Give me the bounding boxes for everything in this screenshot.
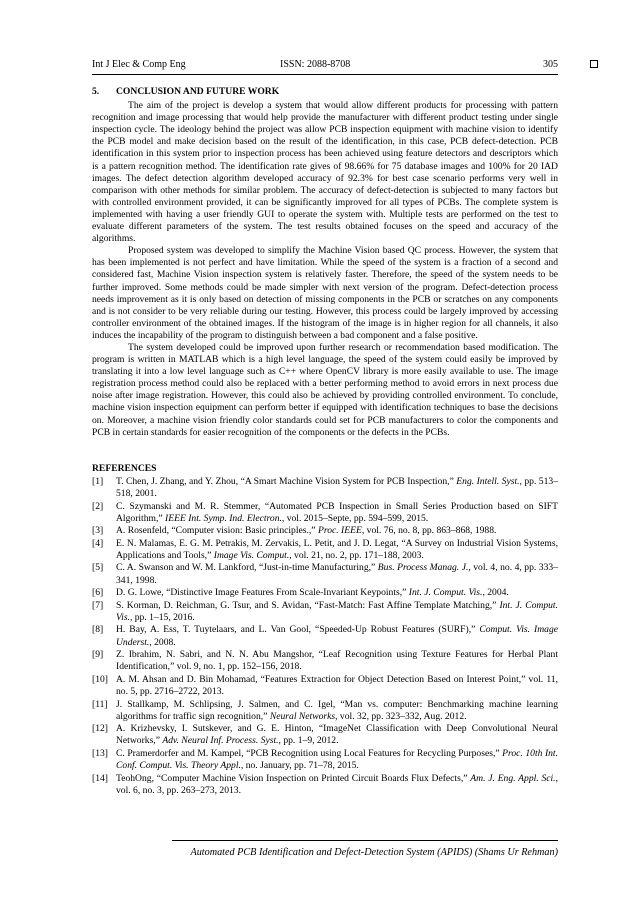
reference-item [92, 699, 558, 723]
reference-details: , pp. 513–518, 2001. [116, 475, 558, 499]
reference-text: A. Rosenfeld, “Computer vision: Basic principles.,” [116, 525, 318, 537]
reference-venue: Bus. Process Manag. J. [377, 562, 469, 574]
reference-text: D. G. Lowe, “Distinctive Image Features From Scale-Invariant Keypoints,” [116, 587, 409, 599]
reference-text: C. Pramerdorfer and M. Kampel, “PCB Recognition using Local Features for Recycling Purposes,” [116, 747, 503, 759]
reference-venue: Am. J. Eng. Appl. Sci. [470, 772, 556, 784]
reference-text: C. A. Swanson and W. M. Lankford, “Just-in-time Manufacturing,” [116, 562, 378, 574]
reference-text: J. Stallkamp, M. Schlipsing, J. Salmen, and C. Igel, “Man vs. computer: Benchmarking machine learning algorithms for traffic sign recognition,” [116, 698, 558, 722]
reference-item [92, 476, 558, 500]
reference-item [92, 723, 558, 747]
reference-text: C. Szymanski and M. R. Stemmer, “Automated PCB Inspection in Small Series Production based on SIFT Algorithm,” [116, 500, 558, 524]
reference-venue: Proc. IEEE [317, 525, 362, 537]
reference-item [92, 525, 558, 537]
reference-item [92, 674, 558, 698]
issn: ISSN: 2088-8708 [280, 59, 351, 70]
reference-details: , vol. 76, no. 8, pp. 863–868, 1988. [361, 525, 497, 537]
reference-list [92, 476, 558, 797]
reference-item [92, 562, 558, 586]
reference-number: [13] [92, 747, 108, 759]
reference-number: [8] [92, 624, 104, 636]
reference-number: [6] [92, 587, 104, 599]
paragraph: The system developed could be improved upon further research or recommendation based modification. The program is written in MATLAB which is a high level language, the speed of the system could easily be improved by translating it into a low level language such as C++ where OpenCV library is more easily available to use. The image registration process method could also be replaced with a better performing method to avoid errors in next process due noise after image registration. However, this could also be achieved by providing controlled environment. To conclude, machine vision inspection equipment can perform better if equipped with identification techniques to base the decisions on. Moreover, a machine vision friendly color standards could set for PCB manufacturers to color the components and PCB in certain standards for easier recognition of the components or the defects in the PCBs. [92, 341, 558, 438]
reference-item [92, 649, 558, 673]
paragraph: The aim of the project is develop a system that would allow different products for processing with pattern recognition and image processing that would help provide the manufacturer with different product testing under single inspection cycle. The ideology behind the project was allow PCB inspection equipment with machine vision to identify the PCB model and make decision based on the result of the identification, in this case, PCB defect-detection. PCB identification in this system prior to inspection process has been achieved using feature detectors and descriptors which is a pattern recognition method. The identification rate gives of 98.66% for 75 database images and 100% for 20 IAD images. The defect detection algorithm developed accuracy of 92.3% for best case scenario performs very well in comparison with other methods for similar problem. The accuracy of defect-detection is subjected to many factors but with controlled environment provided, it can be significantly improved for all types of PCBs. The complete system is implemented with having a user friendly GUI to operate the system with. Multiple tests are performed on the test to evaluate different parameters of the system. The test results obtained focuses on the speed and accuracy of the algorithms. [92, 100, 558, 245]
checkbox-glyph-icon [590, 60, 598, 68]
reference-item [92, 748, 558, 772]
reference-number: [2] [92, 500, 104, 512]
running-footer: Automated PCB Identification and Defect-Detection System (APIDS) (Shams Ur Rehman) [190, 847, 558, 858]
reference-number: [9] [92, 649, 104, 661]
reference-item [92, 600, 558, 624]
reference-text: TeohOng, “Computer Machine Vision Inspection on Printed Circuit Boards Flux Defects,” [116, 772, 471, 784]
reference-details: , 2008. [149, 636, 176, 648]
page-number: 305 [543, 59, 558, 70]
reference-details: , no. January, pp. 71–78, 2015. [240, 759, 359, 771]
reference-details: , pp. 1–9, 2012. [278, 735, 339, 747]
reference-text: S. Korman, D. Reichman, G. Tsur, and S. Avidan, “Fast-Match: Fast Affine Template Matching,” [116, 599, 500, 611]
header-rule [92, 74, 558, 75]
footer-rule [172, 840, 558, 841]
reference-item [92, 501, 558, 525]
section-heading [92, 86, 558, 98]
reference-venue: Proc. 10th Int. Conf. Comput. Vis. Theory Appl. [116, 747, 558, 771]
reference-text: T. Chen, J. Zhang, and Y. Zhou, “A Smart Machine Vision System for PCB Inspection,” [116, 475, 457, 487]
running-header [92, 58, 558, 72]
reference-number: [5] [92, 562, 104, 574]
reference-venue: Image Vis. Comput. [213, 549, 290, 561]
reference-number: [7] [92, 599, 104, 611]
reference-venue: Adv. Neural Inf. Process. Syst. [162, 735, 279, 747]
reference-details: , 2004. [482, 587, 509, 599]
paragraph: Proposed system was developed to simplify the Machine Vision based QC process. However, the system that has been implemented is not perfect and have limitation. While the speed of the system is a fraction of a second and considered fast, Machine Vision inspection system is relatively faster. Therefore, the speed of the system needs to be further improved. Some methods could be made simpler with next version of the program. Defect-detection process needs improvement as it is only based on detection of missing components in the PCB or scratches on any components and is not consider to be very reliable during our testing. However, this process could be largely improved by accessing controller environment of the obtained images. If the histogram of the image is in higher region for all channels, it also induces the incapability of the program to distinguish between a bad component and a false positive. [92, 245, 558, 341]
reference-number: [14] [92, 772, 108, 784]
reference-text: A. M. Ahsan and D. Bin Mohamad, “Features Extraction for Object Detection Based on Interest Point,” vol. 11, no. 5, pp. 2716–2722, 2013. [116, 673, 558, 697]
reference-item [92, 538, 558, 562]
reference-details: , pp. 1–15, 2016. [129, 611, 195, 623]
reference-number: [10] [92, 673, 108, 685]
reference-details: , vol. 6, no. 3, pp. 263–273, 2013. [116, 772, 558, 796]
reference-number: [12] [92, 723, 108, 735]
section-title: CONCLUSION AND FUTURE WORK [116, 86, 280, 97]
page-body [92, 82, 558, 797]
reference-text: A. Krizhevsky, I. Sutskever, and G. E. Hinton, “ImageNet Classification with Deep Convolutional Neural Networks,” [116, 723, 558, 747]
reference-details: , vol. 4, no. 4, pp. 333–341, 1998. [116, 562, 558, 586]
reference-item [92, 624, 558, 648]
reference-venue: Comput. Vis. Image Underst. [116, 624, 558, 648]
reference-details: , vol. 21, no. 2, pp. 171–188, 2003. [289, 549, 424, 561]
reference-item [92, 587, 558, 599]
section-number: 5. [92, 86, 100, 97]
reference-text: Z. Ibrahim, N. Sabri, and N. N. Abu Mangshor, “Leaf Recognition using Texture Features for Herbal Plant Identification,” vol. 9, no. 1, pp. 152–156, 2018. [116, 649, 558, 673]
journal-name: Int J Elec & Comp Eng [92, 59, 186, 70]
reference-details: , vol. 2015–Septe, pp. 594–599, 2015. [281, 512, 429, 524]
reference-venue: Eng. Intell. Syst. [456, 475, 520, 487]
reference-number: [3] [92, 525, 104, 537]
reference-venue: Int. J. Comput. Vis. [408, 587, 483, 599]
reference-text: H. Bay, A. Ess, T. Tuytelaars, and L. Van Gool, “Speeded-Up Robust Features (SURF),” [116, 624, 480, 636]
reference-text: E. N. Malamas, E. G. M. Petrakis, M. Zervakis, L. Petit, and J. D. Legat, “A Survey on Industrial Vision Systems, Applications and Tools,” [116, 537, 558, 561]
reference-item [92, 773, 558, 797]
reference-venue: IEEE Int. Symp. Ind. Electron. [165, 512, 282, 524]
reference-venue: Int. J. Comput. Vis. [116, 599, 558, 623]
reference-number: [4] [92, 537, 104, 549]
reference-number: [1] [92, 475, 104, 487]
references-heading: REFERENCES [92, 462, 157, 474]
reference-number: [11] [92, 698, 108, 710]
reference-details: , vol. 32, pp. 323–332, Aug. 2012. [335, 710, 467, 722]
reference-venue: Neural Networks [269, 710, 336, 722]
